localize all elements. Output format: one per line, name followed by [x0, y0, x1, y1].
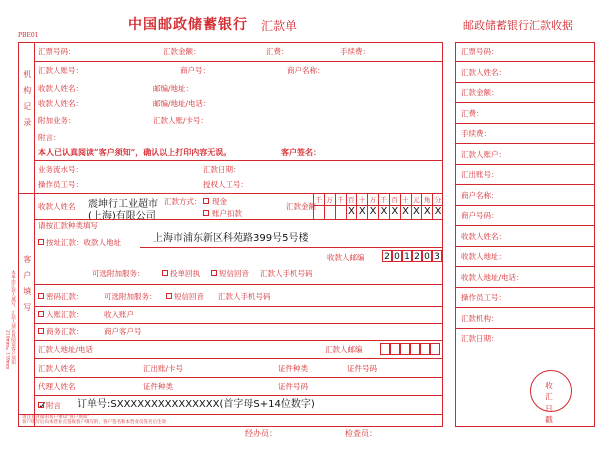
- receipt-title: 邮政储蓄银行汇款收据: [463, 19, 573, 32]
- receipt-item-label: 汇款金额：: [461, 88, 499, 97]
- amount-mark: X: [402, 206, 410, 217]
- payer-name-label: 收款人姓名：: [38, 99, 83, 108]
- agent-name-label: 代理人姓名: [38, 382, 76, 391]
- payee-account-card-label: 汇款人账/卡号：: [153, 116, 209, 125]
- amount-mark: X: [369, 206, 377, 217]
- amount-mark: X: [391, 206, 399, 217]
- operator-no-label: 操作员工号：: [38, 180, 83, 189]
- customer-signature-label: 客户签名：: [281, 147, 321, 157]
- cust-payee-name-label: 收款人姓名: [38, 202, 76, 211]
- receipt-item-label: 汇款人姓名：: [461, 67, 506, 77]
- payee-name-value-1: 震坤行工业超市: [88, 199, 158, 210]
- postcode-digit: 1: [402, 250, 412, 262]
- payer-name-label: 汇款人姓名: [38, 364, 76, 373]
- receipt-item-label: 手续费：: [461, 129, 491, 138]
- payer-postcode-box: [400, 343, 410, 355]
- payer-account-label: 汇款人账号：: [38, 66, 83, 75]
- cust-postscript-label: 附言: [46, 401, 61, 410]
- handling-fee-label: 手续费：: [340, 47, 370, 56]
- remit-fee-label: 汇费：: [266, 47, 289, 56]
- checker-label: 检查员：: [345, 429, 377, 438]
- amount-mark: X: [413, 206, 420, 217]
- amount-mark: X: [434, 206, 442, 217]
- payer-postcode-box: [420, 343, 430, 355]
- sms-notify-checkbox[interactable]: [211, 270, 217, 276]
- amount-digit-header: 角: [423, 196, 431, 204]
- receipt-item-label: 收款人地址/电话：: [461, 272, 524, 282]
- receipt-item-label: 汇出账号：: [461, 170, 499, 179]
- footer-note-1: 请注意背面的客户须知“客户须知”: [22, 415, 90, 420]
- postcode-address-label: 邮编/地址：: [153, 84, 194, 93]
- amount-digit-header: 千: [315, 196, 322, 204]
- attach-service-label: 附加业务：: [38, 116, 76, 125]
- amount-digit-header: 十: [358, 196, 366, 204]
- amount-mark: X: [423, 206, 431, 217]
- postscript-checkbox[interactable]: [38, 402, 44, 408]
- customer-fill-label: 客户填写: [22, 255, 32, 319]
- business-remit-checkbox[interactable]: [38, 328, 44, 334]
- amount-label: 汇款金额: [286, 202, 316, 211]
- notify-payment-checkbox[interactable]: [162, 270, 168, 276]
- optional-service-b-label: 可选附加服务：: [104, 292, 157, 301]
- agent-id-type-label: 证件种类: [143, 382, 173, 391]
- id-no-label: 证件号码: [347, 364, 377, 373]
- payee-name-value-2: (上海)有限公司: [88, 211, 156, 222]
- inst-postscript-label: 附言：: [38, 133, 61, 142]
- amount-mark: X: [380, 206, 388, 217]
- payee-phone-label: 汇款人手机号码: [260, 269, 313, 278]
- receipt-item-label: 汇费：: [461, 108, 484, 118]
- receipt-item-label: 收款人姓名：: [461, 231, 506, 241]
- amount-digit-header: 万: [369, 196, 377, 204]
- form-code: PBE01: [18, 32, 39, 39]
- form-title: 汇款单: [261, 19, 298, 33]
- payer-postcode-box: [430, 343, 440, 355]
- merchant-no-label: 商户号：: [180, 66, 210, 75]
- payee-postcode-label: 收款人邮编: [327, 253, 365, 262]
- postcode-digit: 0: [422, 250, 432, 262]
- receipt-item-label: 汇款日期：: [461, 334, 499, 343]
- receipt-item-label: 操作员工号：: [461, 293, 506, 302]
- payer-postcode-box: [380, 343, 390, 355]
- remit-no-label: 汇票号码：: [38, 47, 76, 56]
- amount-digit-header: 百: [348, 196, 355, 204]
- amount-digit-header: 十: [402, 196, 409, 204]
- remit-method-label: 汇款方式：: [164, 197, 202, 206]
- payee-account-label: 收入账户: [104, 310, 134, 319]
- by-address-label: 按址汇款：收款人地址: [46, 238, 121, 247]
- receipt-item-label: 商户号码：: [461, 211, 499, 220]
- address-value: 上海市浦东新区科苑路399号5号楼: [153, 233, 309, 244]
- amount-mark: X: [348, 206, 355, 217]
- postscript-checkmark: ✓: [38, 399, 48, 412]
- into-account-label: 入账汇款：: [46, 310, 84, 319]
- into-account-checkbox[interactable]: [38, 311, 44, 317]
- amount-digit-header: 万: [326, 196, 333, 204]
- agent-id-no-label: 证件号码: [278, 382, 308, 391]
- payer-postcode-box: [410, 343, 420, 355]
- cash-label: 现金: [212, 197, 227, 206]
- receipt-item-label: 商户名称：: [461, 190, 499, 200]
- postcode-address-phone-label: 邮编/地址/电话：: [153, 99, 211, 108]
- left-side-note: 本单由汇款人填写，汇款人须认真阅读客户须知: [10, 270, 16, 365]
- bank-title: 中国邮政储蓄银行: [128, 17, 248, 33]
- postscript-value: 订单号:SXXXXXXXXXXXXXXX(首字母S+14位数字): [77, 399, 315, 410]
- payee-mobile-label: 汇款人手机号码: [218, 292, 271, 301]
- payer-account-card-label: 汇出账/卡号: [143, 364, 184, 373]
- payer-postcode-label: 汇款人邮编: [325, 345, 363, 354]
- postcode-digit: 2: [412, 250, 422, 262]
- notify-payment-label: 投单回执: [170, 269, 200, 278]
- password-remit-label: 密码汇款：: [46, 292, 84, 301]
- confirmation-notice: 本人已认真阅读“客户须知”，确认以上打印内容无误。: [38, 147, 232, 157]
- payer-address-phone-label: 汇款人地址/电话: [38, 345, 94, 354]
- payer-postcode-box: [390, 343, 400, 355]
- postcode-digit: 0: [392, 250, 402, 262]
- receipt-stamp-text: 收汇日戳: [545, 381, 557, 424]
- merchant-name-label: 商户名称：: [287, 66, 325, 75]
- institution-record-label: 机构记录: [22, 70, 32, 134]
- account-debit-label: 账户扣款: [212, 209, 242, 218]
- receipt-item-label: 汇款人账户：: [461, 149, 506, 159]
- amount-digit-header: 元: [413, 196, 420, 204]
- handler-label: 经办员：: [245, 429, 277, 438]
- id-type-label: 证件种类: [278, 364, 308, 373]
- amount-digit-header: 分: [434, 196, 442, 204]
- sms-notify-label: 短信回音: [219, 269, 249, 278]
- business-remit-label: 商务汇款：: [46, 327, 84, 336]
- cash-checkbox[interactable]: [203, 198, 209, 204]
- customer-no-label: 商户客户号: [104, 327, 142, 336]
- receipt-item-label: 汇票号码：: [461, 47, 499, 56]
- password-remit-checkbox[interactable]: [38, 293, 44, 299]
- remit-amount-label: 汇款金额：: [163, 47, 201, 56]
- receipt-item-label: 收款人地址：: [461, 252, 506, 261]
- size-note: 210mm×139mm: [4, 330, 10, 370]
- sms-return-label: 短信回音: [174, 292, 204, 301]
- amount-mark: X: [358, 206, 366, 217]
- account-debit-checkbox[interactable]: [203, 210, 209, 216]
- sms-return-checkbox[interactable]: [166, 293, 172, 299]
- amount-digit-header: 千: [337, 196, 344, 204]
- remit-date-label: 汇款日期：: [203, 165, 241, 174]
- footer-note-2: 客户填写后向本营业点签收客户填写的，客户签名和本营业员签名后生效: [22, 420, 166, 425]
- serial-no-label: 业务流水号：: [38, 165, 83, 174]
- postcode-digit: 2: [382, 250, 392, 262]
- postcode-digit: 3: [432, 250, 442, 262]
- receipt-item-label: 汇款机构：: [461, 313, 499, 323]
- auth-no-label: 授权人工号：: [203, 180, 248, 189]
- amount-digit-header: 千: [380, 196, 387, 204]
- select-service-label: 请按汇款种类填写: [38, 221, 98, 230]
- amount-digit-header: 百: [391, 196, 398, 204]
- optional-service-a-label: 可选附加服务：: [92, 269, 145, 278]
- by-address-checkbox[interactable]: [38, 239, 44, 245]
- payee-name-label: 收款人姓名：: [38, 84, 83, 93]
